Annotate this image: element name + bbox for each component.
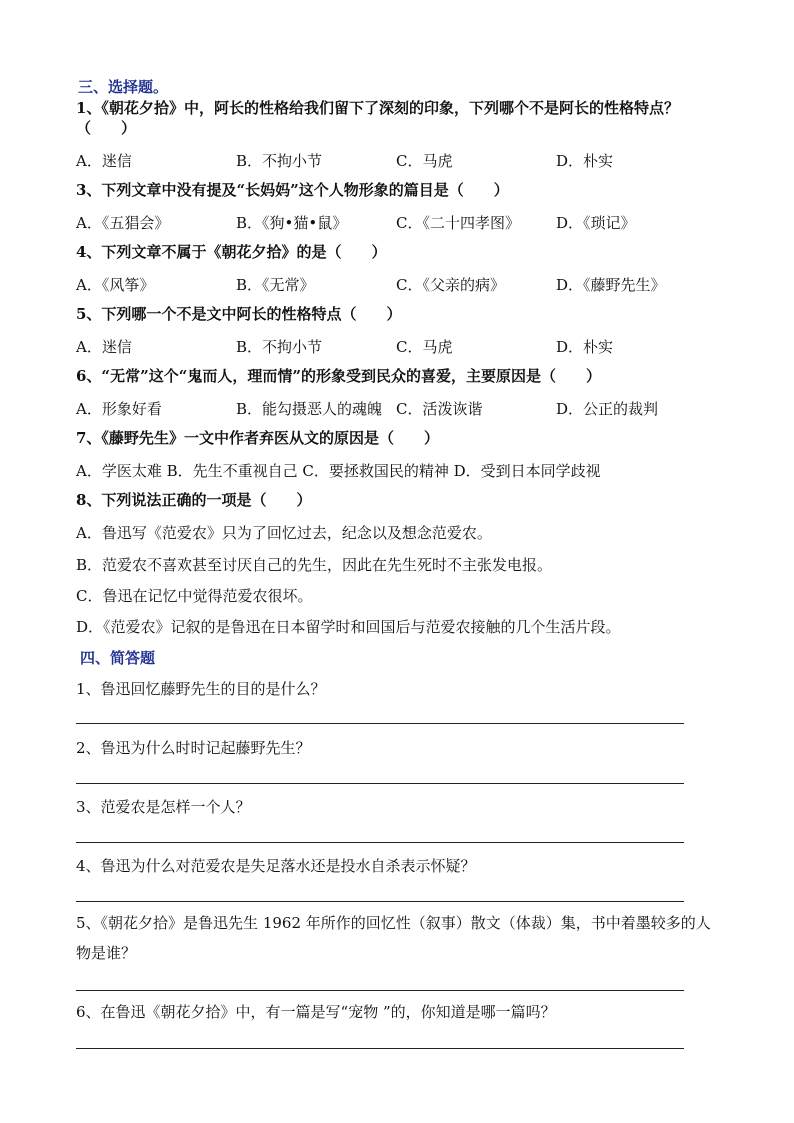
option-b: B．不拘小节 bbox=[236, 338, 323, 356]
short-answer-1: 1、鲁迅回忆藤野先生的目的是什么？ bbox=[76, 680, 326, 698]
question-4-options bbox=[76, 274, 716, 296]
answer-line-6[interactable] bbox=[76, 1048, 684, 1049]
question-1: 1、《朝花夕拾》中，阿长的性格给我们留下了深刻的印象，下列哪个不是阿长的性格特点？（ ） bbox=[76, 99, 679, 137]
option-b: B．能勾摄恶人的魂魄 bbox=[236, 400, 383, 418]
answer-line-2[interactable] bbox=[76, 783, 684, 784]
option-d: D．朴实 bbox=[556, 338, 614, 356]
answer-line-5[interactable] bbox=[76, 990, 684, 991]
option-b: B．《无常》 bbox=[236, 276, 315, 294]
short-answer-3: 3、范爱农是怎样一个人？ bbox=[76, 798, 251, 816]
option-d: D．《琐记》 bbox=[556, 214, 636, 232]
question-8-option-a: A．鲁迅写《范爱农》只为了回忆过去，纪念以及想念范爱农。 bbox=[76, 524, 492, 542]
section-four-title: 四、简答题 bbox=[80, 649, 156, 667]
option-c: C．活泼诙谐 bbox=[396, 400, 483, 418]
question-8: 8、下列说法正确的一项是（ ） bbox=[76, 491, 312, 509]
option-c: C．《二十四孝图》 bbox=[396, 214, 520, 232]
answer-line-3[interactable] bbox=[76, 842, 684, 843]
option-a: A．迷信 bbox=[76, 152, 132, 170]
question-8-option-c: C．鲁迅在记忆中觉得范爱农很坏。 bbox=[76, 587, 313, 605]
short-answer-5: 5、《朝花夕拾》是鲁迅先生 1962 年所作的回忆性（叙事）散文（体裁）集，书中着墨较多的人物是谁？ bbox=[76, 914, 711, 962]
option-a: A．迷信 bbox=[76, 338, 132, 356]
question-5: 5、下列哪一个不是文中阿长的性格特点（ ） bbox=[76, 305, 402, 323]
option-a: A．《风筝》 bbox=[76, 276, 155, 294]
short-answer-6: 6、在鲁迅《朝花夕拾》中，有一篇是写“宠物 ”的，你知道是哪一篇吗？ bbox=[76, 1003, 556, 1021]
question-1-options bbox=[76, 150, 716, 172]
section-three-title: 三、选择题。 bbox=[78, 78, 169, 96]
short-answer-4: 4、鲁迅为什么对范爱农是失足落水还是投水自杀表示怀疑？ bbox=[76, 857, 476, 875]
option-b: B．不拘小节 bbox=[236, 152, 323, 170]
answer-line-4[interactable] bbox=[76, 901, 684, 902]
option-d: D．公正的裁判 bbox=[556, 400, 659, 418]
short-answer-2: 2、鲁迅为什么时时记起藤野先生？ bbox=[76, 739, 311, 757]
question-6-options bbox=[76, 398, 716, 420]
question-5-options bbox=[76, 336, 716, 358]
question-8-option-b: B．范爱农不喜欢甚至讨厌自己的先生，因此在先生死时不主张发电报。 bbox=[76, 556, 553, 574]
question-7: 7、《藤野先生》一文中作者弃医从文的原因是（ ） bbox=[76, 429, 439, 447]
option-c: C．马虎 bbox=[396, 338, 453, 356]
option-c: C．《父亲的病》 bbox=[396, 276, 505, 294]
option-a: A．《五猖会》 bbox=[76, 214, 170, 232]
option-c: C．马虎 bbox=[396, 152, 453, 170]
question-4: 4、下列文章不属于《朝花夕拾》的是（ ） bbox=[76, 243, 387, 261]
option-b: B．《狗•猫•鼠》 bbox=[236, 214, 348, 232]
question-3: 3、下列文章中没有提及“长妈妈”这个人物形象的篇目是（ ） bbox=[76, 181, 509, 199]
option-a: A．形象好看 bbox=[76, 400, 162, 418]
option-d: D．朴实 bbox=[556, 152, 614, 170]
option-d: D．《藤野先生》 bbox=[556, 276, 666, 294]
question-3-options bbox=[76, 212, 716, 234]
question-7-options: A．学医太难 B．先生不重视自己 C．要拯救国民的精神 D．受到日本同学歧视 bbox=[76, 462, 601, 480]
answer-line-1[interactable] bbox=[76, 723, 684, 724]
question-6: 6、“无常”这个“鬼而人，理而情”的形象受到民众的喜爱，主要原因是（ ） bbox=[76, 367, 601, 385]
question-8-option-d: D．《范爱农》记叙的是鲁迅在日本留学时和回国后与范爱农接触的几个生活片段。 bbox=[76, 618, 621, 636]
